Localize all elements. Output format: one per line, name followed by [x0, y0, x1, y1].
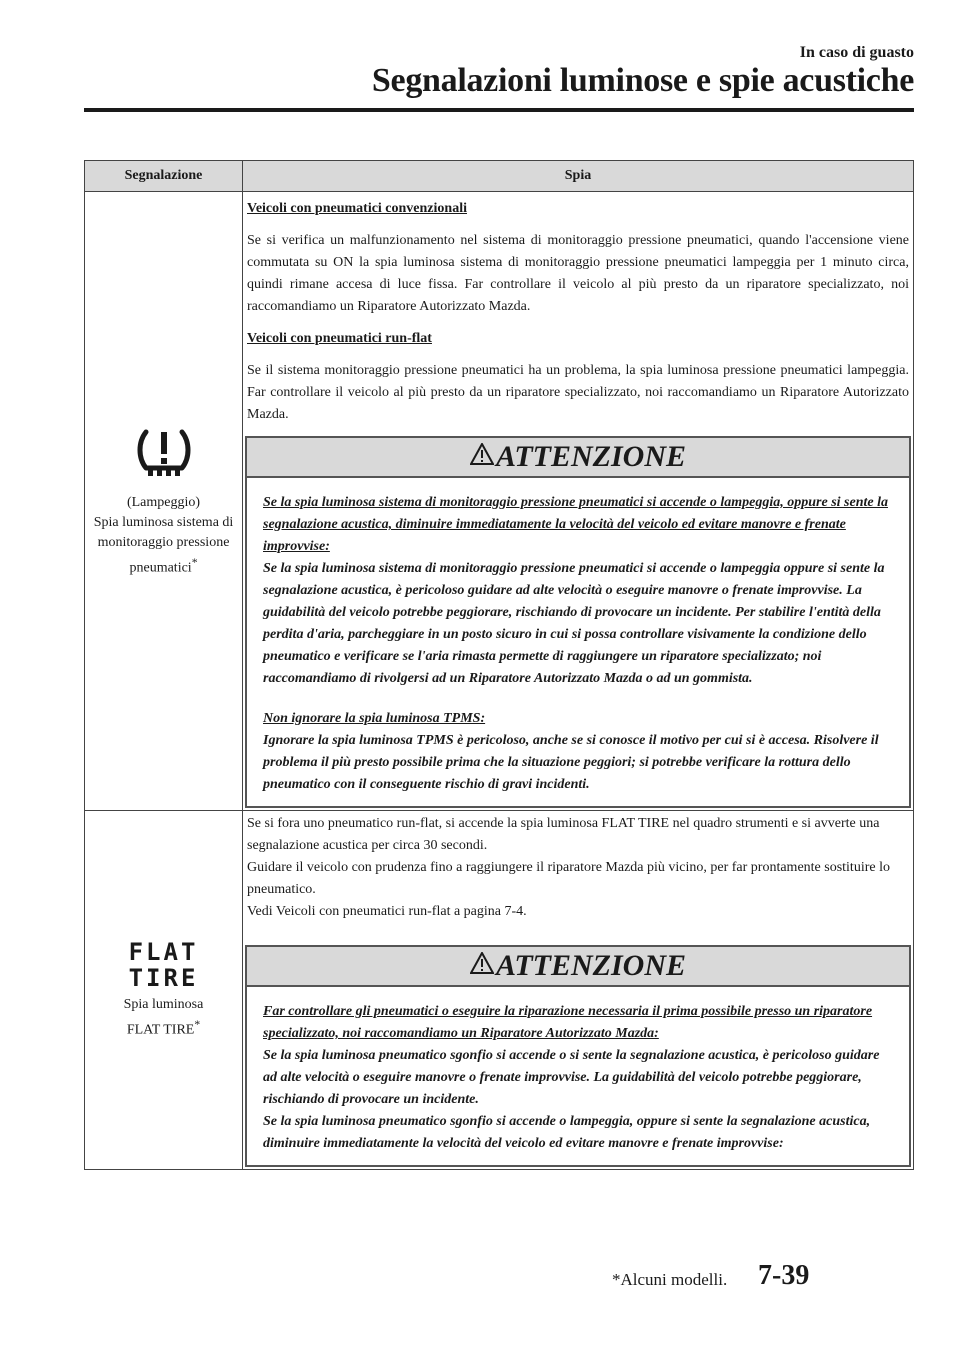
attention-heading: Non ignorare la spia luminosa TPMS: — [263, 711, 486, 726]
spia-cell — [243, 811, 914, 1170]
subheading-conventional: Veicoli con pneumatici convenzionali — [247, 201, 467, 216]
table-row — [85, 811, 914, 1170]
table-row — [85, 192, 914, 811]
attention-box — [245, 945, 911, 1167]
col-header-segnalazione: Segnalazione — [85, 161, 243, 192]
attention-text: Se la spia luminosa sistema di monitoraggio pressione pneumatici si accende o lampeggia oppure si sente la segnalazione acustica, è pericoloso guidare ad alte velocità o eseguire manovre o frenate improvvise. La guidabilità del veicolo potrebbe peggiorare, rischiando di provocare un incidente. Per stabilire l'entità della perdita d'aria, parcheggiare in un posto sicuro in cui si possa controllare visivamente la condizione dello pneumatico e verificare se l'aria rimasta permette di raggiungere un riparatore specializzato; noi raccomandiamo di rivolgersi ad un Riparatore Autorizzato Mazda o ad un gommista. — [263, 561, 885, 686]
page-number: 7-39 — [758, 1260, 810, 1291]
attention-header — [247, 947, 909, 987]
signal-label-tpms: Spia luminosa sistema di monitoraggio pressione pneumatici* — [93, 514, 234, 576]
signal-cell — [85, 811, 243, 1170]
attention-header — [247, 438, 909, 478]
spia-cell — [243, 192, 914, 811]
warning-triangle-icon — [470, 437, 494, 475]
subheading-runflat: Veicoli con pneumatici run-flat — [247, 331, 432, 346]
tpms-warning-icon — [85, 424, 242, 485]
signal-cell — [85, 192, 243, 811]
attention-title: ATTENZIONE — [495, 949, 687, 982]
attention-text: Se la spia luminosa pneumatico sgonfio si accende o si sente la segnalazione acustica, è pericoloso guidare ad alte velocità o eseguire manovre o frenate improvvise. La guidabilità del veicolo potrebbe peggiorare, rischiando di provocare un incidente. — [263, 1048, 880, 1107]
section-subtitle: In caso di guasto — [799, 44, 914, 61]
page-title: Segnalazioni luminose e spie acustiche — [371, 62, 914, 99]
paragraph: Se si fora uno pneumatico run-flat, si accende la spia luminosa FLAT TIRE nel quadro strumenti e si avverte una segnalazione acustica per circa 30 secondi. — [247, 816, 880, 853]
col-header-spia: Spia — [243, 161, 914, 192]
footnote: *Alcuni modelli. — [612, 1270, 728, 1289]
warning-triangle-icon — [470, 946, 494, 984]
signal-label-flat-tire: FLAT TIRE* — [126, 1018, 201, 1038]
paragraph: Guidare il veicolo con prudenza fino a raggiungere il riparatore Mazda più vicino, per far prontamente sostituire lo pneumatico. — [247, 860, 890, 897]
attention-heading: Se la spia luminosa sistema di monitoraggio pressione pneumatici si accende o lampeggia, oppure si sente la segnalazione acustica, diminuire immediatamente la velocità del veicolo ed evitare manovre e frenate improvvise: — [263, 495, 888, 554]
attention-title: ATTENZIONE — [495, 440, 687, 473]
attention-box — [245, 436, 911, 808]
paragraph-runflat: Se il sistema monitoraggio pressione pneumatici ha un problema, la spia luminosa pressione pneumatici lampeggia. Far controllare il veicolo al più presto da un riparatore specializzato, noi raccomandiamo un Riparatore Autorizzato Mazda. — [247, 363, 909, 422]
signal-label-lampeggio: (Lampeggio) — [126, 494, 201, 510]
attention-heading: Far controllare gli pneumatici o eseguire la riparazione necessaria il prima possibile presso un riparatore specializzato, noi raccomandiamo un Riparatore Autorizzato Mazda: — [263, 1004, 873, 1041]
paragraph-conventional: Se si verifica un malfunzionamento nel sistema di monitoraggio pressione pneumatici, quando l'accensione viene commutata su ON la spia luminosa sistema di monitoraggio pressione pneumatici lampeggia per 1 minuto circa, quindi rimane accesa di luce fissa. Far controllare il veicolo al più presto da un riparatore specializzato, noi raccomandiamo un Riparatore Autorizzato Mazda. — [247, 233, 909, 314]
paragraph: Vedi Veicoli con pneumatici run-flat a pagina 7-4. — [247, 904, 527, 919]
flat-tire-icon: FLAT TIRE — [128, 938, 199, 993]
signal-label-spia: Spia luminosa — [123, 997, 204, 1013]
warning-table — [84, 160, 914, 1170]
table-header-row — [85, 161, 914, 192]
header-rule — [84, 108, 914, 112]
attention-text: Se la spia luminosa pneumatico sgonfio si accende o lampeggia, oppure si sente la segnalazione acustica, diminuire immediatamente la velocità del veicolo ed evitare manovre e frenate improvvise: — [263, 1114, 871, 1151]
attention-text: Ignorare la spia luminosa TPMS è pericoloso, anche se si conosce il motivo per cui si è accesa. Risolvere il problema il più presto possibile prima che la situazione peggiori; si potrebbe verificare la rottura dello pneumatico con il conseguente rischio di gravi incidenti. — [263, 733, 879, 792]
